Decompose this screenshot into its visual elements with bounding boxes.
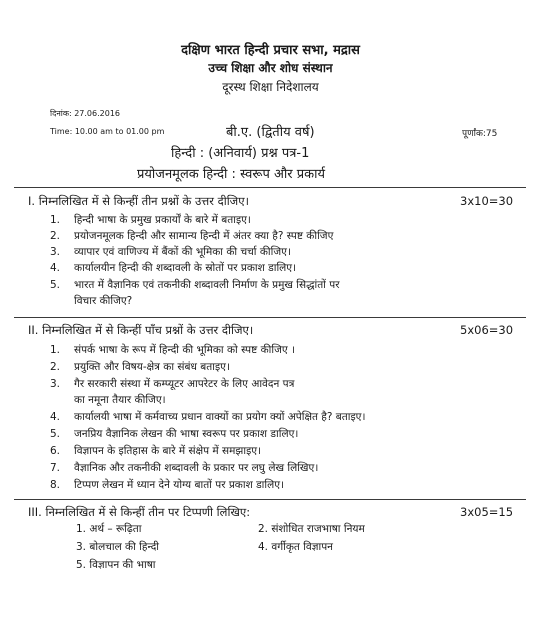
question-text: टिप्पण लेखन में ध्यान देने योग्य बातों पर प्रकाश डालिए। (74, 479, 285, 491)
section-3-heading: III. निम्नलिखित में से किन्हीं तीन पर टिप्पणी लिखिए: (28, 505, 251, 519)
top-divider (14, 187, 526, 188)
question-text: विज्ञापन के इतिहास के बारे में संक्षेप में समझाइए। (74, 445, 262, 457)
subject-title: प्रयोजनमूलक हिन्दी : स्वरूप और प्रकार्य (137, 167, 326, 182)
question-text: वैज्ञानिक और तकनीकी शब्दावली के प्रकार पर लघु लेख लिखिए। (74, 462, 319, 474)
question-2-7 (50, 461, 318, 475)
section-2-heading: II. निम्नलिखित में से किन्हीं पाँच प्रश्नों के उत्तर दीजिए। (28, 323, 254, 337)
question-number: 1. (50, 344, 61, 356)
question-2-6 (50, 444, 261, 458)
exam-time: Time: 10.00 am to 01.00 pm (50, 127, 165, 136)
question-1-5 (50, 278, 340, 292)
question-number: 6. (50, 445, 61, 457)
question-text: गैर सरकारी संस्था में कम्प्यूटर आपरेटर के लिए आवेदन पत्र (74, 378, 295, 390)
section-divider-1 (14, 317, 526, 318)
directorate-name: दूरस्थ शिक्षा निदेशालय (222, 80, 319, 94)
question-text: व्यापार एवं वाणिज्य में बैंकों की भूमिका की चर्चा कीजिए। (74, 246, 291, 258)
question-1-3 (50, 245, 291, 259)
question-1-5-continued: विचार कीजिए? (74, 295, 133, 307)
question-2-3-continued: का नमूना तैयार कीजिए। (74, 394, 166, 406)
question-2-2 (50, 360, 230, 374)
short-note-5: 5. विज्ञापन की भाषा (76, 559, 156, 571)
institution-name: दक्षिण भारत हिन्दी प्रचार सभा, मद्रास (181, 43, 360, 58)
short-note-2: 2. संशोधित राजभाषा नियम (258, 523, 365, 535)
question-number: 5. (50, 428, 61, 440)
course-title: बी.ए. (द्वितीय वर्ष) (226, 125, 315, 140)
section-1-heading: I. निम्नलिखित में से किन्हीं तीन प्रश्नों के उत्तर दीजिए। (28, 194, 249, 208)
question-text: प्रयुक्ति और विषय-क्षेत्र का संबंध बताइए। (74, 361, 230, 373)
question-number: 3. (50, 378, 61, 390)
question-text: कार्यालयी भाषा में कर्मवाच्य प्रधान वाक्यों का प्रयोग क्यों अपेक्षित है? बताइए। (74, 411, 366, 423)
question-number: 3. (50, 246, 61, 258)
question-number: 2. (50, 230, 61, 242)
question-2-5 (50, 427, 298, 441)
exam-date: दिनांक: 27.06.2016 (50, 109, 121, 118)
section-3-marks: 3x05=15 (460, 505, 514, 519)
question-text: हिन्दी भाषा के प्रमुख प्रकार्यों के बारे में बताइए। (74, 214, 251, 226)
paper-title: हिन्दी : (अनिवार्य) प्रश्न पत्र-1 (171, 146, 310, 161)
question-1-4 (50, 261, 296, 275)
question-text: कार्यालयीन हिन्दी की शब्दावली के स्रोतों पर प्रकाश डालिए। (74, 262, 297, 274)
question-number: 2. (50, 361, 61, 373)
question-2-8 (50, 478, 284, 492)
question-1-1 (50, 213, 251, 227)
question-2-3 (50, 377, 294, 391)
section-divider-2 (14, 499, 526, 500)
section-1-marks: 3x10=30 (460, 194, 514, 208)
question-1-2 (50, 229, 333, 243)
full-marks: पूर्णांक:75 (462, 129, 498, 139)
question-2-4 (50, 410, 365, 424)
question-number: 4. (50, 411, 61, 423)
institute-name: उच्च शिक्षा और शोध संस्थान (208, 61, 333, 75)
question-number: 5. (50, 279, 61, 291)
short-note-1: 1. अर्थ – रूढ़िता (76, 523, 142, 535)
question-number: 7. (50, 462, 61, 474)
question-text: भारत में वैज्ञानिक एवं तकनीकी शब्दावली निर्माण के प्रमुख सिद्धांतों पर (74, 279, 340, 291)
question-number: 8. (50, 479, 61, 491)
question-number: 1. (50, 214, 61, 226)
question-number: 4. (50, 262, 61, 274)
question-text: प्रयोजनमूलक हिन्दी और सामान्य हिन्दी में अंतर क्या है? स्पष्ट कीजिए (74, 230, 334, 242)
question-text: जनप्रिय वैज्ञानिक लेखन की भाषा स्वरूप पर प्रकाश डालिए। (74, 428, 299, 440)
short-note-3: 3. बोलचाल की हिन्दी (76, 541, 159, 553)
question-2-1 (50, 343, 295, 357)
question-text: संपर्क भाषा के रूप में हिन्दी की भूमिका को स्पष्ट कीजिए । (74, 344, 296, 356)
short-note-4: 4. वर्गीकृत विज्ञापन (258, 541, 334, 553)
section-2-marks: 5x06=30 (460, 323, 514, 337)
